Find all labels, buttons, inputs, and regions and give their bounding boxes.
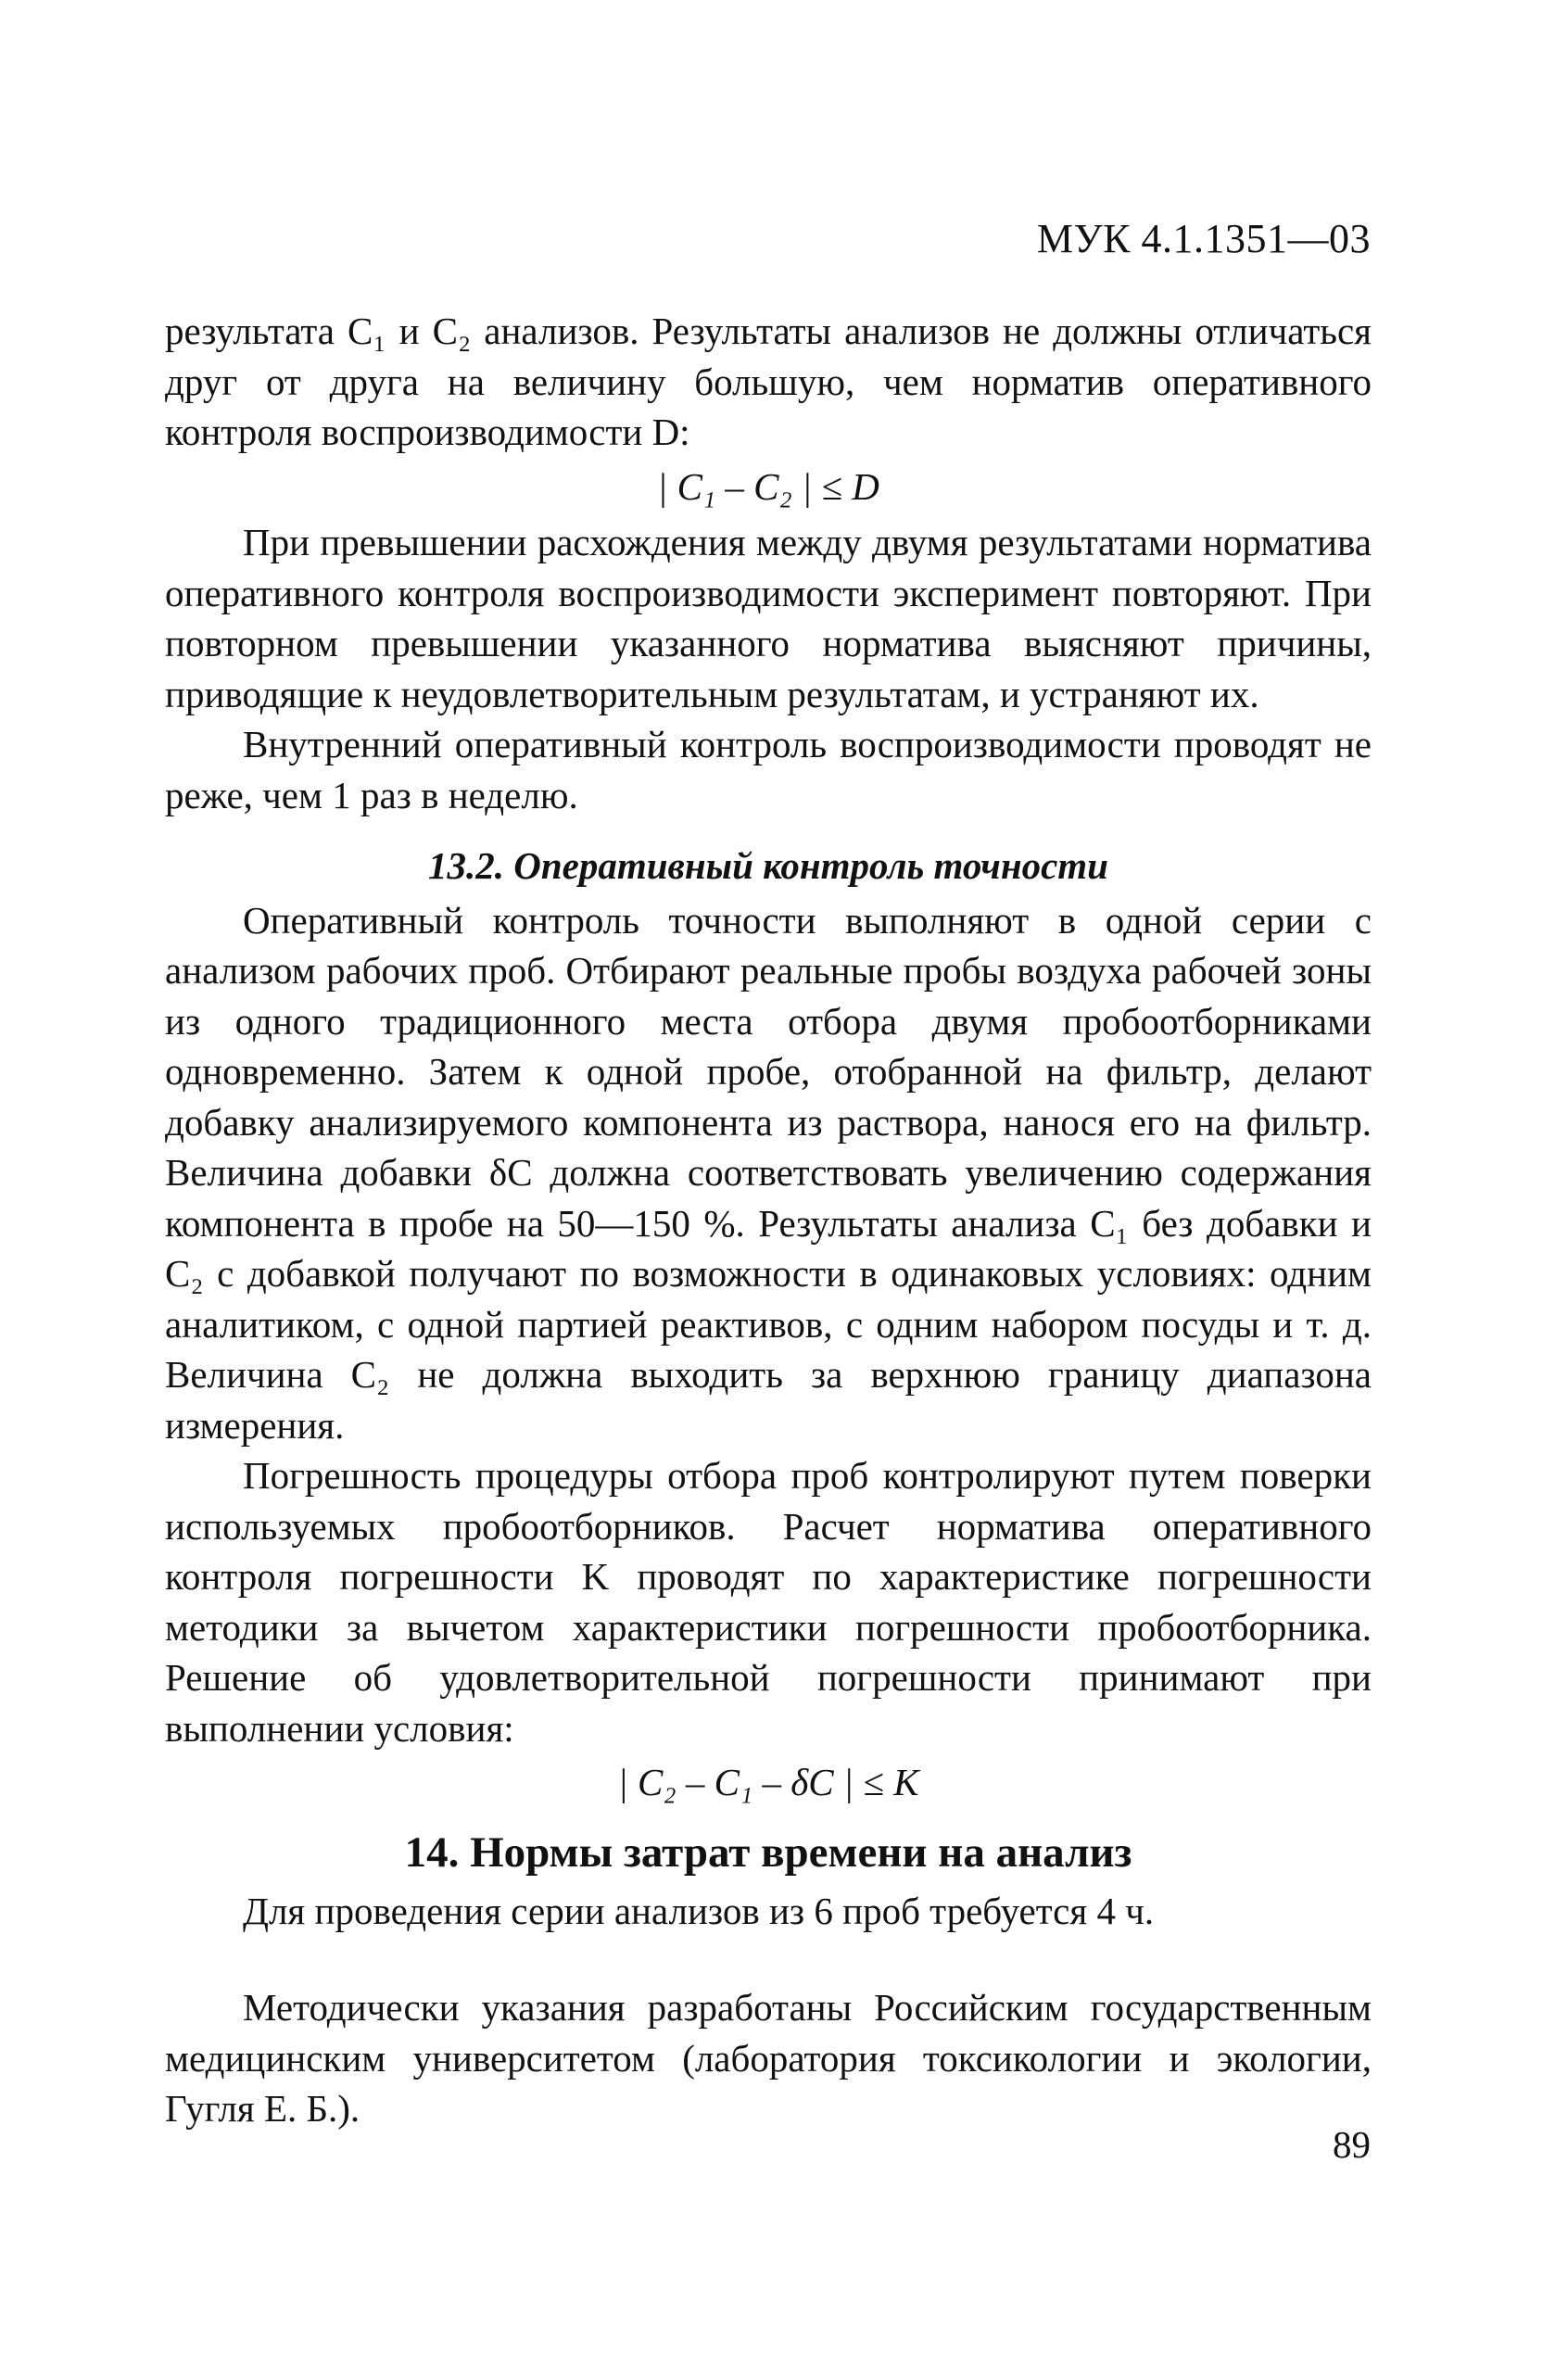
- formula-reproducibility: | C₁ – C₂ | ≤ D: [657, 464, 879, 508]
- section-title: 14. Нормы затрат времени на анализ: [404, 1828, 1132, 1877]
- page-number: 89: [1333, 2123, 1371, 2166]
- paragraph-exceed-repeat: При превышении расхождения между двумя результатами норматива оперативного контроля воспроизводимости эксперимент повторяют. При повторном превышении указанного норматива выясняют причины, приводящие к неудовлетворительным результатам, и устраняют их.: [165, 521, 1372, 715]
- paragraph-reproducibility-condition: результата C₁ и C₂ анализов. Результаты анализов не должны отличаться друг от друга на величину большую, чем норматив оперативного контроля воспроизводимости D:: [165, 310, 1372, 453]
- page-body: [165, 306, 1372, 2134]
- subsection-title: 13.2. Оперативный контроль точности: [428, 844, 1108, 887]
- paragraph-accuracy-control: Оперативный контроль точности выполняют в одной серии с анализом рабочих проб. Отбирают реальные пробы воздуха рабочей зоны из одного традиционного места отбора двумя пробоотборниками одновременно. Затем к одной пробе, отобранной на фильтр, делают добавку анализируемого компонента из раствора, нанося его на фильтр. Величина добавки δC должна соответствовать увеличению содержания компонента в пробе на 50—150 %. Результаты анализа C₁ без добавки и C₂ с добавкой получают по возможности в одинаковых условиях: одним аналитиком, с одной партией реактивов, с одним набором посуды и т. д. Величина C₂ не должна выходить за верхнюю границу диапазона измерения.: [165, 898, 1372, 1447]
- paragraph-sampling-error: Погрешность процедуры отбора проб контролируют путем поверки используемых пробоотборников. Расчет норматива оперативного контроля погрешности K проводят по характеристике погрешности методики за вычетом характеристики погрешности пробоотборника. Решение об удовлетворительной погрешности принимают при выполнении условия:: [165, 1454, 1372, 1750]
- paragraph-authors: Методически указания разработаны Российским государственным медицинским университетом (лаборатория токсикологии и экологии, Гугля Е. Б.).: [165, 1986, 1372, 2130]
- formula-accuracy: | C₂ – C₁ – δC | ≤ K: [617, 1761, 919, 1803]
- document-code: МУК 4.1.1351—03: [1036, 216, 1371, 261]
- spacer: [165, 1936, 1372, 1982]
- paragraph-frequency: Внутренний оперативный контроль воспроизводимости проводят не реже, чем 1 раз в неделю.: [165, 723, 1372, 816]
- paragraph-time-norms: Для проведения серии анализов из 6 проб требуется 4 ч.: [243, 1889, 1155, 1932]
